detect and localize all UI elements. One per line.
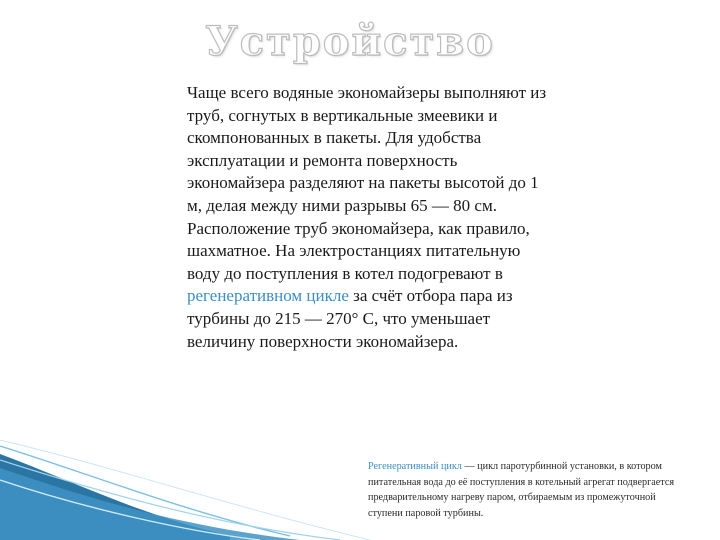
- paragraph-text-start: Чаще всего водяные экономайзеры выполняют из труб, согнутых в вертикальные змеевики и скомпонованных в пакеты. Для удобства эксплуатации и ремонта поверхность экономайзера разделяют на пакеты высотой до 1 м, делая между ними разрывы 65 — 80 см. Расположение труб экономайзера, как правило, шахматное. На электростанциях питательную воду до поступления в котел подогревают в: [187, 83, 547, 283]
- paragraph-text-end: за счёт отбора пара из турбины до 215 — 270° С, что уменьшает величину поверхности экономайзера.: [187, 286, 513, 351]
- body-paragraph: [187, 82, 547, 353]
- footnote: [368, 459, 688, 521]
- regenerative-cycle-link[interactable]: регенеративном цикле: [187, 286, 349, 306]
- footnote-definition: — цикл паротурбинной установки, в котором питательная вода до её поступления в котельный агрегат подвергается предварительному нагреву паром, отбираемым из промежуточной ступени паровой турбины.: [368, 461, 675, 519]
- footnote-term[interactable]: Регенеративный цикл: [368, 461, 462, 472]
- slide-title: Устройство: [205, 18, 495, 65]
